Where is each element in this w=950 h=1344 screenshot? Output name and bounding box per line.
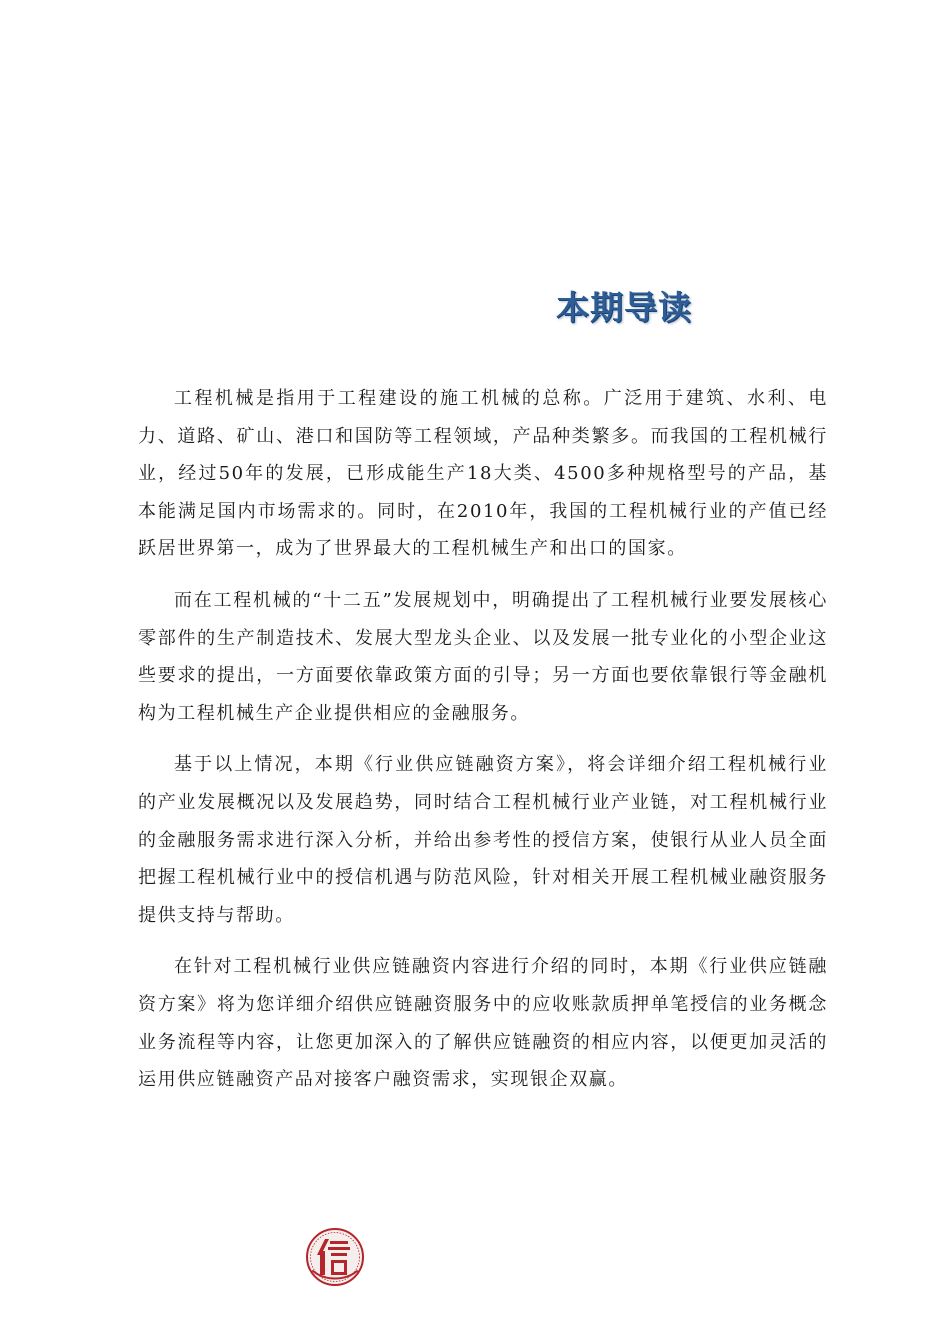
- paragraph-plan: 而在工程机械的“十二五”发展规划中，明确提出了工程机械行业要发展核心零部件的生产制造技术、发展大型龙头企业、以及发展一批专业化的小型企业这些要求的提出，一方面要依靠政策方面的引导；另一方面也要依靠银行等金融机构为工程机械生产企业提供相应的金融服务。: [138, 589, 828, 724]
- article-body: [138, 380, 828, 1113]
- xin-seal-logo-icon: [305, 1227, 365, 1287]
- paragraph-intro: 工程机械是指用于工程建设的施工机械的总称。广泛用于建筑、水利、电力、道路、矿山、港口和国防等工程领域，产品种类繁多。而我国的工程机械行业，经过50年的发展，已形成能生产18大类、4500多种规格型号的产品，基本能满足国内市场需求的。同时，在2010年，我国的工程机械行业的产值已经跃居世界第一，成为了世界最大的工程机械生产和出口的国家。: [138, 388, 828, 560]
- paragraph-overview: 基于以上情况，本期《行业供应链融资方案》，将会详细介绍工程机械行业的产业发展概况以及发展趋势，同时结合工程机械行业产业链，对工程机械行业的金融服务需求进行深入分析，并给出参考性的授信方案，使银行从业人员全面把握工程机械行业中的授信机遇与防范风险，针对相关开展工程机械业融资服务提供支持与帮助。: [138, 754, 828, 926]
- paragraph-content: 在针对工程机械行业供应链融资内容进行介绍的同时，本期《行业供应链融资方案》将为您详细介绍供应链融资服务中的应收账款质押单笔授信的业务概念业务流程等内容，让您更加深入的了解供应链融资的相应内容，以便更加灵活的运用供应链融资产品对接客户融资需求，实现银企双赢。: [138, 956, 828, 1091]
- page-title: 本期导读: [556, 288, 692, 327]
